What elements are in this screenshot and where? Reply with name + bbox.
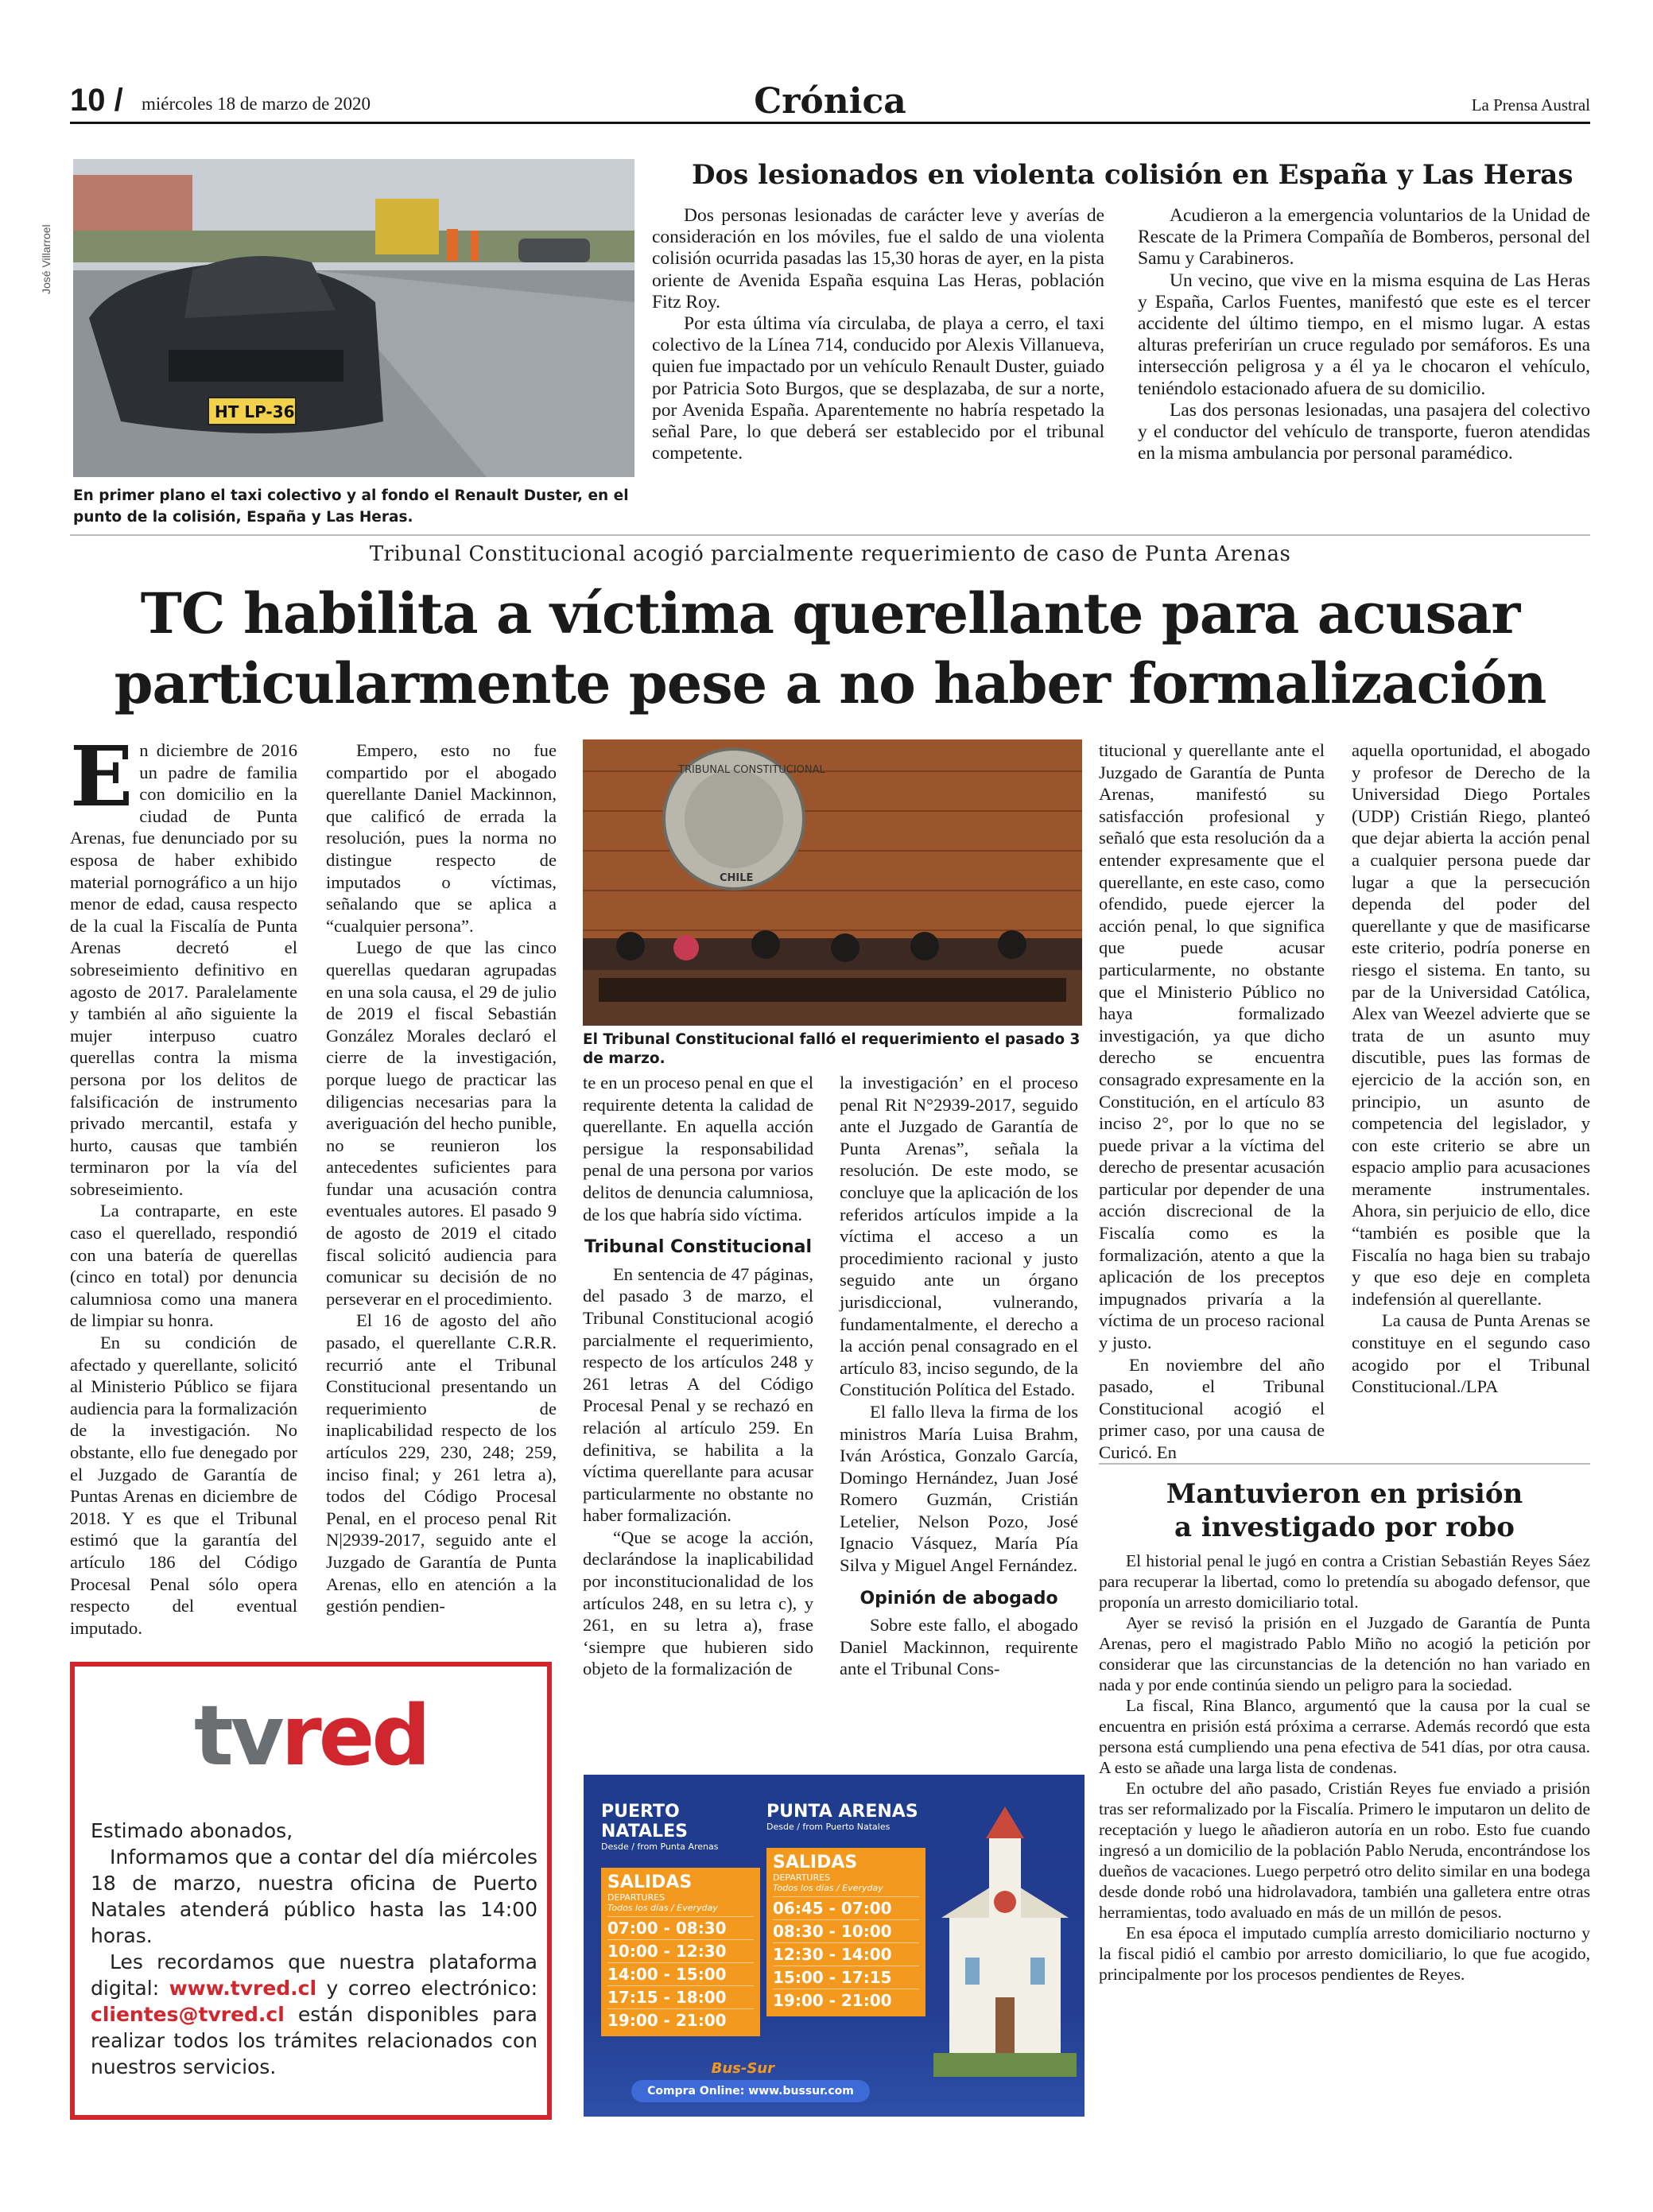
photo-caption: En primer plano el taxi colectivo y al fondo el Renault Duster, en el punto de la colisión, España y Las Heras. [73, 487, 629, 526]
departure-time: 06:45 - 07:00 [773, 1896, 919, 1919]
ad-greeting: Estimado abonados, [91, 1819, 293, 1842]
headline-line: a investigado por robo [1174, 1512, 1515, 1543]
paragraph: La fiscal, Rina Blanco, argumentó que la causa por la cual se encuentra en prisión está próxima a cerrarse. Además recordó que esta persona está cumpliendo una pena efectiva de 541 días, por otra causa. A esto se añade una larga lista de condenas. [1099, 1696, 1590, 1777]
column-4 [840, 1072, 1078, 1680]
route-punta-arenas [766, 1802, 925, 2016]
ad-paragraph: Informamos que a contar del día miércoles 18 de marzo, nuestra oficina de Puerto Natales atenderá público hasta las 14:00 horas. [91, 1845, 537, 1947]
page-number: 10 / [70, 83, 123, 118]
paragraph: Empero, esto no fue compartido por el abogado querellante Daniel Mackinnon, que calificó de errada la resolución, pues la norma no distingue respecto de imputados o víctimas, señalando que se aplica a “cualquier persona”. [326, 740, 557, 936]
kicker: Tribunal Constitucional acogió parcialmente requerimiento de caso de Punta Arenas [369, 542, 1291, 566]
photo-caption: El Tribunal Constitucional falló el requerimiento el pasado 3 de marzo. [583, 1031, 1081, 1067]
paragraph: Sobre este fallo, el abogado Daniel Mackinnon, requirente ante el Tribunal Cons- [840, 1615, 1078, 1679]
city-name: PUERTO NATALES [601, 1802, 688, 1841]
departure-time: 15:00 - 17:15 [773, 1966, 919, 1989]
sidebar-headline [1099, 1477, 1590, 1544]
paragraph: Ayer se revisó la prisión en el Juzgado de Garantía de Punta Arenas, pero el magistrado Pablo Miño no acogió la petición por considerar que las circunstancias de la detención no han variado en nada y por ende continúa siendo un peligro para la sociedad. [1099, 1613, 1590, 1694]
paragraph: En su condición de afectado y querellante, solicitó al Ministerio Público se fijara audiencia para la formalización de la investigación. No obstante, ello fue denegado por el Juzgado de Garantía de Puntas Arenas en diciembre de 2018. Y es que el Tribunal estimó que la garantía del artículo 186 del Código Procesal Penal sólo opera respecto del eventual imputado. [70, 1333, 297, 1638]
paragraph: El fallo lleva la firma de los ministros María Luisa Brahm, Iván Aróstica, Gonzalo García, Domingo Hernández, Juan José Romero Guzmán, Cristián Letelier, Nelson Pozo, José Ignacio Vásquez, María Pía Silva y Miguel Angel Fernández. [840, 1401, 1078, 1576]
ad-text [91, 1818, 537, 2080]
paragraph: En octubre del año pasado, Cristián Reyes fue enviado a prisión tras ser reformalizado por la Fiscalía. Primero le imputaron un delito de receptación y luego le añadieron autoría en un robo. Esto fue cuando ingresó a un domicilio de la población Pablo Neruda, encontrándose los dueños de vacaciones. Luego perpetró otro delito similar en una bodega desde donde robó una hidrolavadora, también una galletera entre otras herramientas, todo avaluado en más de un millón de pesos. [1099, 1779, 1590, 1922]
paragraph: El 16 de agosto del año pasado, el querellante C.R.R. recurrió ante el Tribunal Constitucional presentando un requerimiento de inaplicabilidad respecto de los artículos 229, 230, 248; 259, inciso final; y 261 letra a), todos del Código Procesal Penal, en el proceso penal Rit N|2939-2017, seguido ante el Juzgado de Garantía de Punta Arenas, ello en atención a la gestión pendien- [326, 1310, 557, 1616]
departure-time: 08:30 - 10:00 [773, 1919, 919, 1942]
church-icon [933, 1806, 1077, 2077]
headline-line: TC habilita a víctima querellante para acusar [140, 580, 1520, 646]
bus-sur-advertisement [584, 1775, 1085, 2117]
paragraph: titucional y querellante ante el Juzgado de Garantía de Punta Arenas, manifestó su satisfacción profesional y señaló que esta resolución da a entender expresamente que el querellante, en este caso, como ofendido, puede ejercer la acción penal, lo que significa que puede acusar particularmente, no obstante que el Ministerio Público no haya formalizado investigación, ya que dicho derecho se encuentra consagrado expresamente en la Constitución, en el artículo 83 inciso 2°, por lo que no se puede privar a la víctima del derecho de presentar acusación particular por depender de una acción discrecional de la Fiscalía como es la formalización, atento a que la aplicación de los preceptos impugnados privaría a la víctima de un proceso racional y justo. [1099, 740, 1325, 1353]
tribunal-photo [583, 739, 1082, 1026]
paragraph: la investigación’ en el proceso penal Rit N°2939-2017, seguido ante el Juzgado de Garantía de Punta Arenas”, señala la resolución. De este modo, se concluye que la aplicación de los referidos artículos impide a la víctima el acceso a un procedimiento racional y justo seguido ante un órgano jurisdiccional, vulnerando, fundamentalmente, el derecho a la acción penal consagrado en el artículo 83, inciso segundo, de la Constitución Política del Estado. [840, 1073, 1078, 1400]
departure-time: 12:30 - 14:00 [773, 1942, 919, 1966]
route-from: Desde / from Puerto Natales [766, 1822, 891, 1832]
paragraph: n diciembre de 2016 un padre de familia con domicilio en la ciudad de Punta Arenas, fue denunciado por su esposa de haber exhibido material pornográfico a un hijo menor de edad, causa respecto de la cual la Fiscalía de Punta Arenas decretó el sobreseimiento definitivo en agosto de 2017. Paralelamente y también al año siguiente la mujer interpuso cuatro querellas contra la misma persona por los delitos de falsificación de instrumento privado mercantil, estafa y hurto, causas que también terminaron por la vía del sobreseimiento. [70, 740, 297, 1199]
tvred-advertisement [70, 1662, 552, 2120]
subheading: Tribunal Constitucional [584, 1237, 813, 1258]
tvred-logo: tvred [194, 1687, 428, 1784]
issue-date: miércoles 18 de marzo de 2020 [142, 94, 371, 114]
column-2 [326, 739, 557, 1617]
column-5 [1099, 739, 1325, 1464]
departure-time: 07:00 - 08:30 [607, 1916, 754, 1939]
subheading: Opinión de abogado [859, 1588, 1058, 1609]
top-headline: Dos lesionados en violenta colisión en España y Las Heras [692, 159, 1573, 191]
headline-line: particularmente pese a no haber formalización [114, 650, 1546, 716]
departure-time: 17:15 - 18:00 [607, 1985, 754, 2008]
column-1 [70, 728, 297, 1639]
paragraph: aquella oportunidad, el abogado y profesor de Derecho de la Universidad Diego Portales (UDP) Cristián Riego, planteó que dejar abierta la acción penal a cualquier persona puede dar lugar a que la persecución dependa del poder del querellante y que de masificarse este criterio, podría ponerse en riesgo el sistema. En tanto, su par de la Universidad Católica, Alex van Weezel advierte que se trata de un asunto muy discutible, pues las formas de ejercicio de la acción son, en principio, un asunto de competencia del legislador, y con este criterio se abre un espacio amplio para acusaciones meramente instrumentales. Ahora, sin perjuicio de ello, dice “también es posible que la Fiscalía no haga bien su trabajo y que eso deje en completa indefensión al querellante. [1352, 740, 1590, 1309]
paragraph: Luego de que las cinco querellas quedaran agrupadas en una sola causa, el 29 de julio de 2019 el fiscal Sebastián González Morales declaró el cierre de la investigación, porque luego de practicar las diligencias necesarias para la averiguación del hecho punible, no se reunieron los antecedentes suficientes para fundar una acusación contra eventuales autores. El pasado 9 de agosto de 2019 el citado fiscal solicitó audiencia para comunicar su decisión de no perseverar en el procedimiento. [326, 937, 557, 1309]
paragraph: Acudieron a la emergencia voluntarios de la Unidad de Rescate de la Primera Compañía de Bomberos, personal del Samu y Carabineros. [1138, 205, 1590, 270]
paragraph: El historial penal le jugó en contra a Cristian Sebastián Reyes Sáez para recuperar la libertad, como lo pretendía su abogado defensor, que proponía un arresto domiciliario total. [1099, 1551, 1590, 1612]
schedule-box: SALIDAS DEPARTURES Todos los días / Everyday 07:00 - 08:30 10:00 - 12:30 14:00 - 15:00 17:15 - 18:00 19:00 - 21:00 [601, 1868, 760, 2036]
paragraph: “Que se acoge la acción, declarándose la inaplicabilidad por inconstitucionalidad de los artículos 248, en su letra c), y 261, en su letra a), frase ‘siempre que hubieren sido objeto de la formalización de [583, 1527, 813, 1679]
schedule-box: SALIDAS DEPARTURES Todos los días / Everyday 06:45 - 07:00 08:30 - 10:00 12:30 - 14:00 15:00 - 17:15 19:00 - 21:00 [766, 1848, 925, 2016]
departure-time: 10:00 - 12:30 [607, 1939, 754, 1962]
paragraph: La contraparte, en este caso el querellado, respondió con una batería de querellas (cinco en total) por denuncia calumniosa como una manera de limpiar su honra. [70, 1201, 297, 1331]
paragraph: La causa de Punta Arenas se constituye en el segundo caso acogido por el Tribunal Constitucional./LPA [1352, 1310, 1590, 1397]
departure-time: 19:00 - 21:00 [607, 2008, 754, 2032]
paragraph: En esa época el imputado cumplía arresto domiciliario nocturno y la fiscal pidió el cambio por arresto domiciliario, lo que fue acogido, principalmente por los procesos pendientes de Reyes. [1099, 1923, 1590, 1984]
route-from: Desde / from Punta Arenas [601, 1841, 719, 1852]
column-6 [1352, 739, 1590, 1398]
section-title: Crónica [754, 81, 906, 122]
main-headline [70, 579, 1590, 719]
departure-time: 19:00 - 21:00 [773, 1989, 919, 2012]
route-natales [601, 1802, 760, 2036]
ad-paragraph: Les recordamos que nuestra plataforma digital: www.tvred.cl y correo electrónico: clientes@tvred.cl están disponibles para realizar todos los trámites relacionados con nuestros servicios. [91, 1950, 537, 2078]
bus-sur-logo: Bus-Sur [711, 2060, 774, 2077]
city-name: PUNTA ARENAS [766, 1802, 918, 1822]
seal-country: CHILE [720, 872, 754, 884]
plate-text: HT LP-36 [215, 402, 295, 421]
tvred-website-link[interactable]: www.tvred.cl [169, 1977, 317, 2000]
divider [70, 534, 1590, 536]
drop-cap: E [70, 728, 134, 825]
headline-line: Mantuvieron en prisión [1166, 1478, 1523, 1510]
top-story-body [652, 205, 1590, 507]
paragraph: Dos personas lesionadas de carácter leve y averías de consideración en los móviles, fue el saldo de una violenta colisión ocurrida pasadas las 15,30 horas de ayer, en la pista oriente de Avenida España esquina Las Heras, población Fitz Roy. [652, 205, 1104, 312]
seal-text: TRIBUNAL CONSTITUCIONAL [678, 764, 825, 776]
column-3 [583, 1072, 813, 1680]
paragraph: Un vecino, que vive en la misma esquina de Las Heras y España, Carlos Fuentes, manifestó que este es el tercer accidente del último tiempo, en el mismo lugar. A estas alturas preferirían un cruce regulado por semáforos. Es una intersección peligrosa y a él ya le chocaron el vehículo, teniéndolo estacionado afuera de su domicilio. [1138, 270, 1590, 399]
photo-credit: José Villarroel [40, 224, 52, 294]
divider [1099, 1463, 1590, 1465]
departure-time: 14:00 - 15:00 [607, 1962, 754, 1985]
paragraph: Las dos personas lesionadas, una pasajera del colectivo y el conductor del vehículo de transporte, fueron atendidas en la misma ambulancia por personal paramédico. [1138, 399, 1590, 464]
paragraph: En noviembre del año pasado, el Tribunal Constitucional acogió el primer caso, por una causa de Curicó. En [1099, 1354, 1325, 1462]
paragraph: Por esta última vía circulaba, de playa a cerro, el taxi colectivo de la Línea 714, conducido por Alexis Villanueva, quien fue impactado por un vehículo Renault Duster, guiado por Patricia Soto Burgos, que se desplazaba, de sur a norte, por Avenida España. Aparentemente no habría respetado la señal Pare, lo que deberá ser establecido por el tribunal competente. [652, 313, 1104, 464]
paragraph: En sentencia de 47 páginas, del pasado 3 de marzo, el Tribunal Constitucional acogió parcialmente el requerimiento, respecto de los artículos 248 y 261 letras A del Código Procesal Penal y se rechazó en relación al artículo 259. En definitiva, se habilita a la víctima querellante para acusar particularmente no obstante no haber formalización. [583, 1263, 813, 1526]
collision-photo [73, 159, 634, 477]
buy-online-button[interactable]: Compra Online: www.bussur.com [631, 2080, 870, 2102]
newspaper-name: La Prensa Austral [1471, 95, 1590, 114]
sidebar-body [1099, 1550, 1590, 1985]
tvred-email-link[interactable]: clientes@tvred.cl [91, 2003, 285, 2026]
page-header [70, 83, 1590, 124]
paragraph: te en un proceso penal en que el requirente detenta la calidad de querellante. En aquella acción persigue la responsabilidad penal de una persona por varios delitos de denuncia calumniosa, de los que habría sido víctima. [583, 1073, 813, 1224]
